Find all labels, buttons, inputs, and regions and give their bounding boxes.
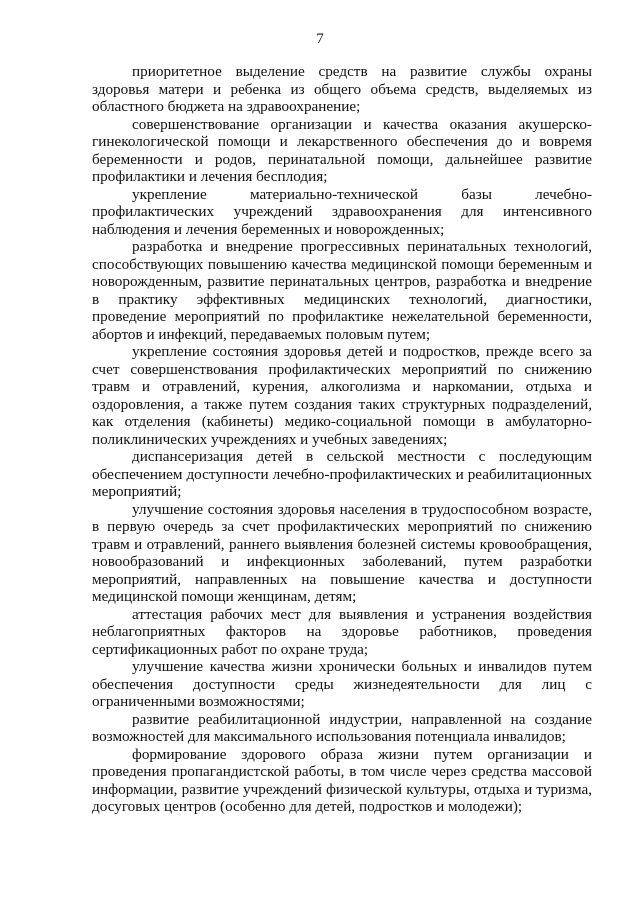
body-text — [92, 63, 592, 816]
paragraph: развитие реабилитационной индустрии, направленной на создание возможностей для максимального использования потенциала инвалидов; — [92, 710, 592, 745]
paragraph: улучшение качества жизни хронически больных и инвалидов путем обеспечения доступности среды жизнедеятельности для лиц с ограниченными возможностями; — [92, 658, 592, 710]
paragraph: аттестация рабочих мест для выявления и устранения воздействия неблагоприятных факторов на здоровье работников, проведения сертификационных работ по охране труда; — [92, 605, 592, 658]
paragraph: разработка и внедрение прогрессивных перинатальных технологий, способствующих повышению качества медицинской помощи беременным и новорожденным, развитие перинатальных центров, разработка и внедрение в практику эффективных медицинских технологий, диагностики, проведение мероприятий по профилактике нежелательной беременности, абортов и инфекций, передаваемых половым путем; — [92, 238, 592, 343]
paragraph: диспансеризация детей в сельской местности с последующим обеспечением доступности лечебно-профилактических и реабилитационных мероприятий; — [92, 448, 592, 500]
paragraph: формирование здорового образа жизни путем организации и проведения пропагандистской работы, в том числе через средства массовой информации, развитие учреждений физической культуры, отдыха и туризма, досуговых центров (особенно для детей, подростков и молодежи); — [92, 745, 592, 815]
page-number: 7 — [316, 31, 324, 47]
paragraph: укрепление материально-технической базы лечебно-профилактических учреждений здравоохранения для интенсивного наблюдения и лечения беременных и новорожденных; — [92, 185, 592, 238]
paragraph: совершенствование организации и качества оказания акушерско-гинекологической помощи и лекарственного обеспечения до и вовремя беременности и родов, перинатальной помощи, дальнейшее развитие профилактики и лечения бесплодия; — [92, 115, 592, 185]
paragraph: укрепление состояния здоровья детей и подростков, прежде всего за счет совершенствования профилактических мероприятий по снижению травм и отравлений, курения, алкоголизма и наркомании, отдыха и оздоровления, а также путем создания таких структурных подразделений, как отделения (кабинеты) медико-социальной помощи в амбулаторно-поликлинических учреждениях и учебных заведениях; — [92, 343, 592, 448]
paragraph: приоритетное выделение средств на развитие службы охраны здоровья матери и ребенка из общего объема средств, выделяемых из областного бюджета на здравоохранение; — [92, 63, 592, 115]
paragraph: улучшение состояния здоровья населения в трудоспособном возрасте, в первую очередь за счет профилактических мероприятий по снижению травм и отравлений, раннего выявления болезней системы кровообращения, новообразований и инфекционных заболеваний, путем разработки мероприятий, направленных на повышение качества и доступности медицинской помощи женщинам, детям; — [92, 500, 592, 605]
